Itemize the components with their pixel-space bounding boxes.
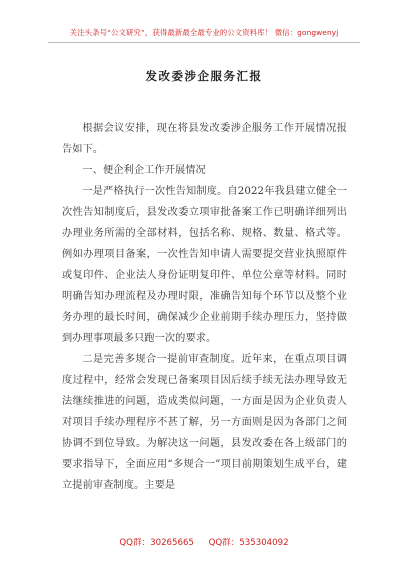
section-heading: 一、便企利企工作开展情况 [82, 165, 206, 176]
document-body [62, 118, 347, 496]
intro-paragraph: 根据会议安排，现在将县发改委涉企服务工作开展情况报告如下。 [62, 123, 347, 155]
document-title: 发改委涉企服务汇报 [145, 69, 263, 83]
footer-contact [0, 536, 408, 548]
footer-qq-group-1: QQ群：30265665 [119, 538, 194, 548]
footer-qq-group-2: QQ群：535304092 [208, 538, 289, 548]
body-paragraph-1: 一是严格执行一次性告知制度。自2022年我县建立健全一次性告知制度后，县发改委立项审批备案工作已明确详细列出办理业务所需的全部材料，包括名称、规格、数量、格式等。例如办理项目备案，一次性告知申请人需要提交营业执照原件或复印件、企业法人身份证明复印件、单位公章等材料。同时明确告知办理流程及办理时限，准确告知每个环节以及整个业务办理的最长时间，确保减少企业前期手续办理压力，坚持做到办理事项最多只跑一次的要求。 [62, 186, 347, 344]
body-paragraph-2: 二是完善多规合一提前审查制度。近年来，在重点项目调度过程中，经常会发现已备案项目因后续手续无法办理导致无法继续推进的问题，造成类似问题，一方面是因为企业负责人对项目手续办理程序不甚了解，另一方面则是因为各部门之间协调不到位导致。为解决这一问题，县发改委在各上级部门的要求指导下，全面应用“多规合一”项目前期策划生成平台，建立提前审查制度。主要是 [62, 354, 347, 491]
header-banner: 关注头条号“公文研究”，获得最新最全最专业的公文资料库！ 微信：gongwenyj [69, 28, 339, 37]
header-divider [48, 42, 360, 43]
